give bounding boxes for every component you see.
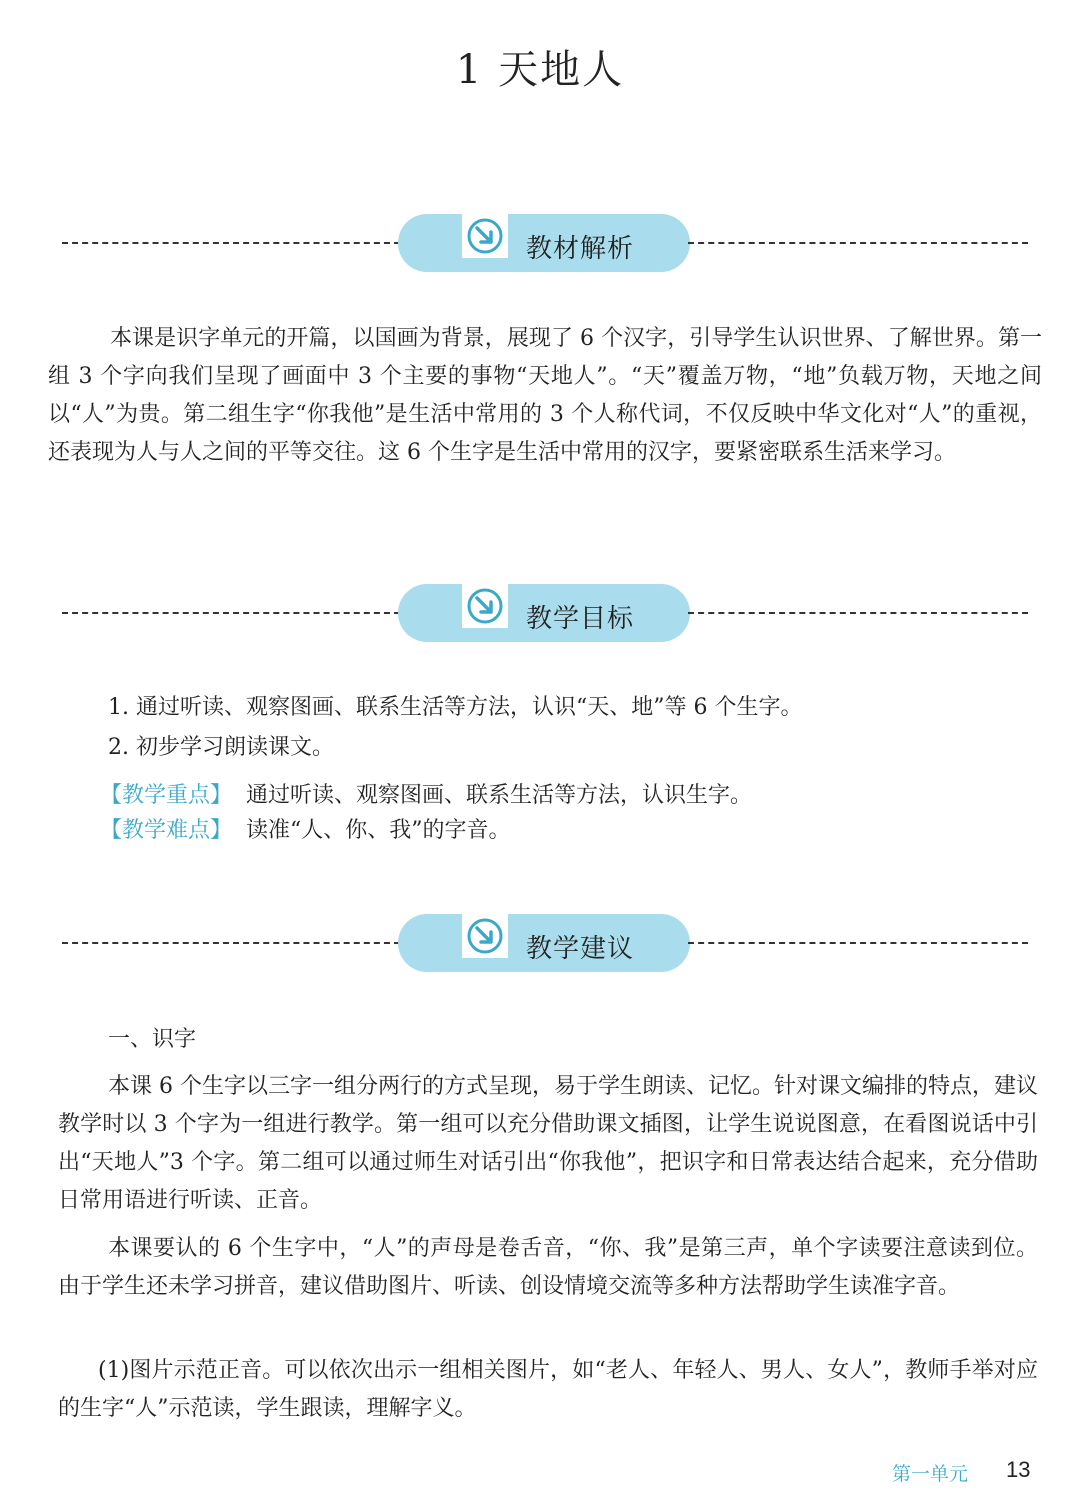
key-point-tag: 【教学重点】: [100, 783, 233, 808]
key-point-line: [100, 778, 752, 809]
analysis-paragraph: 本课是识字单元的开篇，以国画为背景，展现了 6 个汉字，引导学生认识世界、了解世界。第一组 3 个字向我们呈现了画面中 3 个主要的事物“天地人”。“天”覆盖万物，“地”负载万物，天地之间以“人”为贵。第二组生字“你我他”是生活中常用的 3 个人称代词，不仅反映中华文化对“人”的重视，还表现为人与人之间的平等交往。这 6 个生字是生活中常用的汉字，要紧密联系生活来学习。: [48, 326, 1042, 465]
goal-item-2: 2. 初步学习朗读课文。: [108, 735, 334, 760]
suggestion-paragraph-2: 本课要认的 6 个生字中，“人”的声母是卷舌音，“你、我”是第三声，单个字读要注意读到位。由于学生还未学习拼音，建议借助图片、听读、创设情境交流等多种方法帮助学生读准字音。: [58, 1236, 1038, 1299]
difficulty-line: [100, 813, 511, 844]
difficulty-tag: 【教学难点】: [100, 818, 233, 843]
divider-left: [62, 242, 400, 244]
section-pill: [398, 914, 690, 972]
divider-right: [688, 612, 1028, 614]
footer-unit: 第一单元: [892, 1463, 969, 1485]
section-header-goals: [0, 578, 1080, 648]
suggestion-paragraph-1: 本课 6 个生字以三字一组分两行的方式呈现，易于学生朗读、记忆。针对课文编排的特点，建议教学时以 3 个字为一组进行教学。第一组可以充分借助课文插图，让学生说说图意，在看图说话中引出“天地人”3 个字。第二组可以通过师生对话引出“你我他”，把识字和日常表达结合起来，充分借助日常用语进行听读、正音。: [58, 1074, 1038, 1213]
section-label: 教学目标: [526, 604, 635, 634]
arrow-circle-icon: [462, 914, 508, 958]
divider-left: [62, 942, 400, 944]
divider-right: [688, 242, 1028, 244]
arrow-circle-icon: [462, 584, 508, 628]
divider-right: [688, 942, 1028, 944]
difficulty-text: 读准“人、你、我”的字音。: [246, 818, 511, 843]
suggestion-heading: 一、识字: [108, 1027, 197, 1052]
key-point-text: 通过听读、观察图画、联系生活等方法，认识生字。: [246, 783, 753, 808]
section-pill: [398, 584, 690, 642]
section-label: 教材解析: [526, 234, 635, 264]
page-title: 1 天地人: [455, 47, 625, 93]
goal-item-1: 1. 通过听读、观察图画、联系生活等方法，认识“天、地”等 6 个生字。: [108, 695, 803, 720]
section-pill: [398, 214, 690, 272]
section-header-suggestions: [0, 908, 1080, 978]
page-number: 13: [1006, 1457, 1031, 1482]
section-label: 教学建议: [526, 934, 635, 964]
arrow-circle-icon: [462, 214, 508, 258]
section-header-analysis: [0, 208, 1080, 278]
divider-left: [62, 612, 400, 614]
suggestion-paragraph-3: (1)图片示范正音。可以依次出示一组相关图片，如“老人、年轻人、男人、女人”，教师手举对应的生字“人”示范读，学生跟读，理解字义。: [58, 1358, 1038, 1421]
